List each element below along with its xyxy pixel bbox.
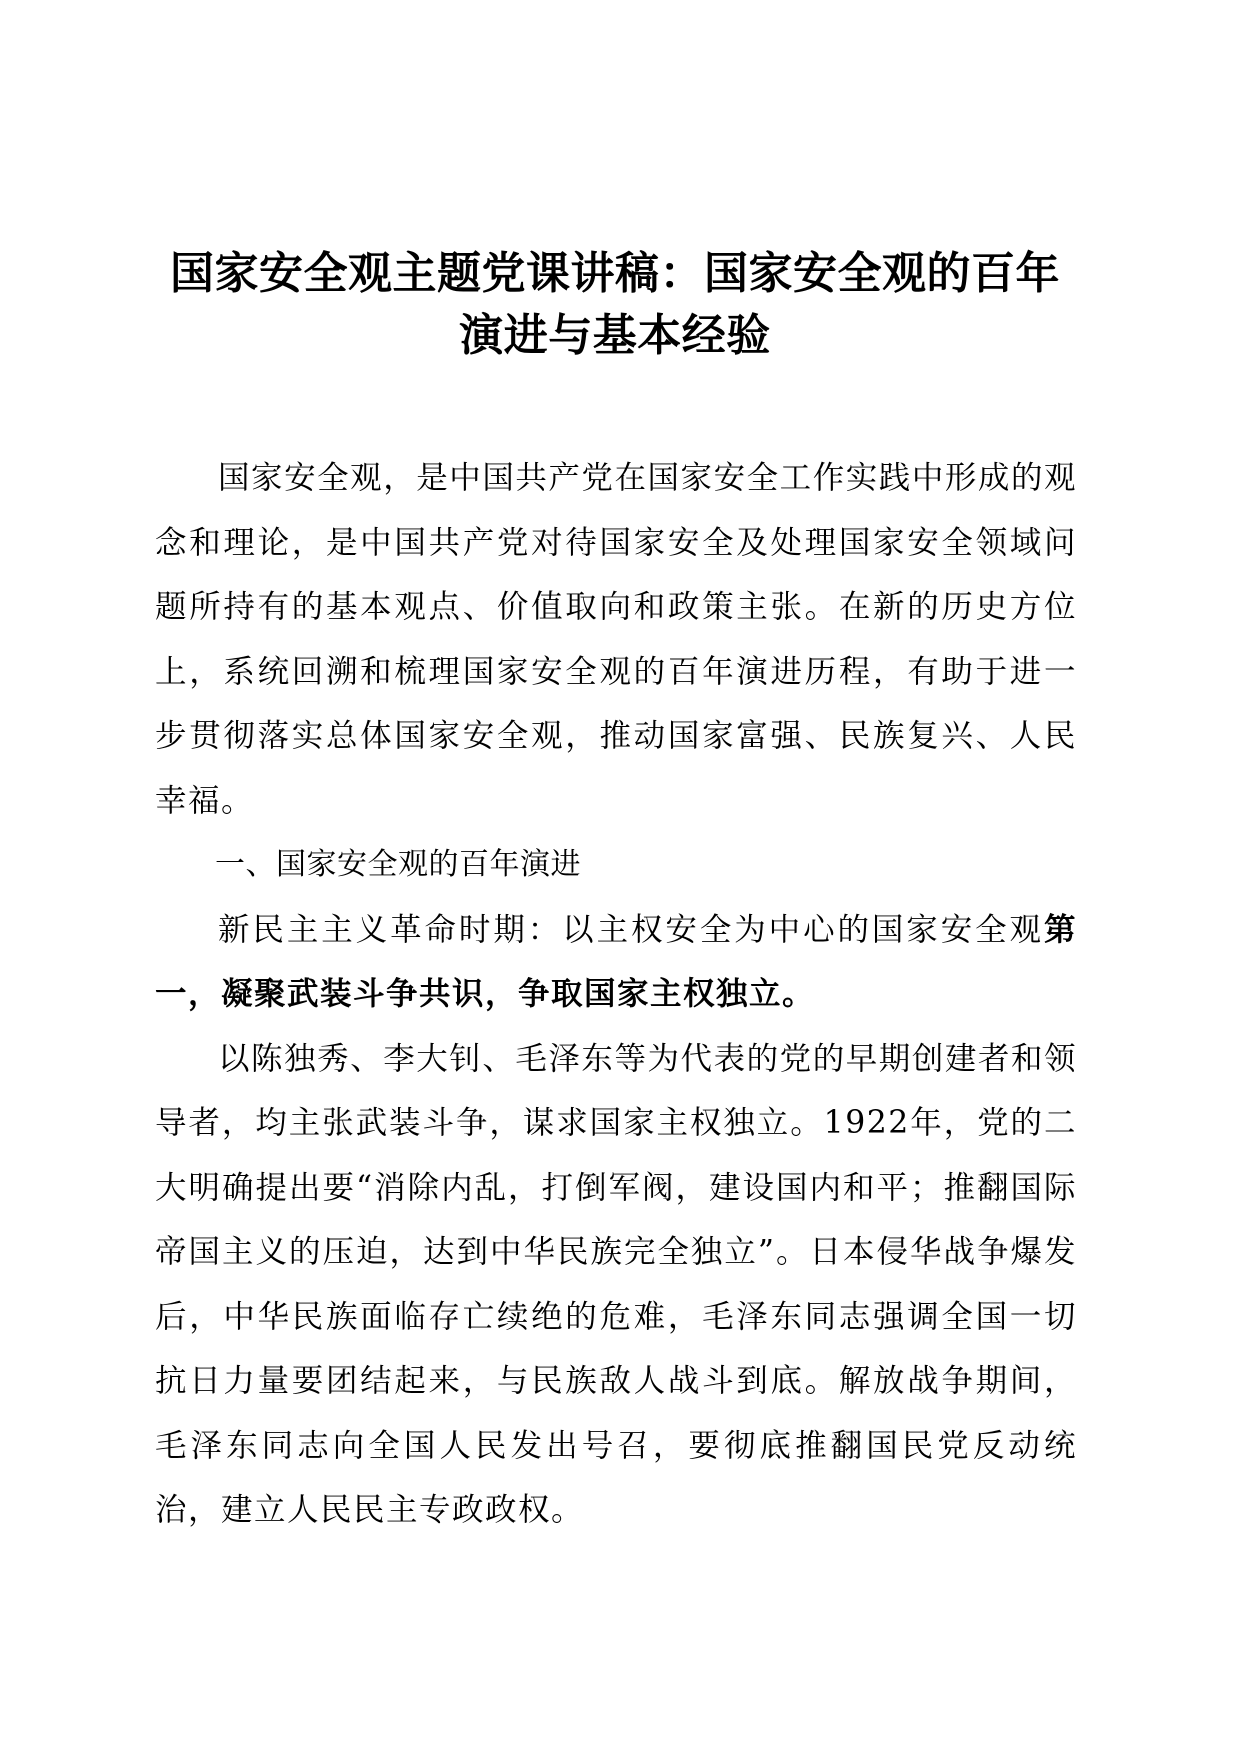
- section-heading: 一、国家安全观的百年演进: [215, 847, 581, 882]
- body-paragraph: 以陈独秀、李大钊、毛泽东等为代表的党的早期创建者和领导者，均主张武装斗争，谋求国家主权独立。1922年，党的二大明确提出要“消除内乱，打倒军阀，建设国内和平；推翻国际帝国主义的压迫，达到中华民族完全独立”。日本侵华战争爆发后，中华民族面临存亡续绝的危难，毛泽东同志强调全国一切抗日力量要团结起来，与民族敌人战斗到底。解放战争期间，毛泽东同志向全国人民发出号召，要彻底推翻国民党反动统治，建立人民民主专政政权。: [155, 1040, 1077, 1528]
- period-emphasis-text: 第一，凝聚武装斗争共识，争取国家主权独立。: [155, 910, 1077, 1012]
- title-line-1: 国家安全观主题党课讲稿：国家安全观的百年: [170, 248, 1060, 299]
- intro-paragraph: 国家安全观，是中国共产党在国家安全工作实践中形成的观念和理论，是中国共产党对待国家安全及处理国家安全领域问题所持有的基本观点、价值取向和政策主张。在新的历史方位上，系统回溯和梳理国家安全观的百年演进历程，有助于进一步贯彻落实总体国家安全观，推动国家富强、民族复兴、人民幸福。: [155, 460, 1077, 819]
- document-title: [150, 243, 1080, 367]
- period-lead-text: 新民主主义革命时期：以主权安全为中心的国家安全观: [218, 911, 1044, 948]
- period-paragraph: [155, 898, 1077, 1027]
- document-body: [155, 446, 1077, 1543]
- title-line-2: 演进与基本经验: [459, 310, 771, 361]
